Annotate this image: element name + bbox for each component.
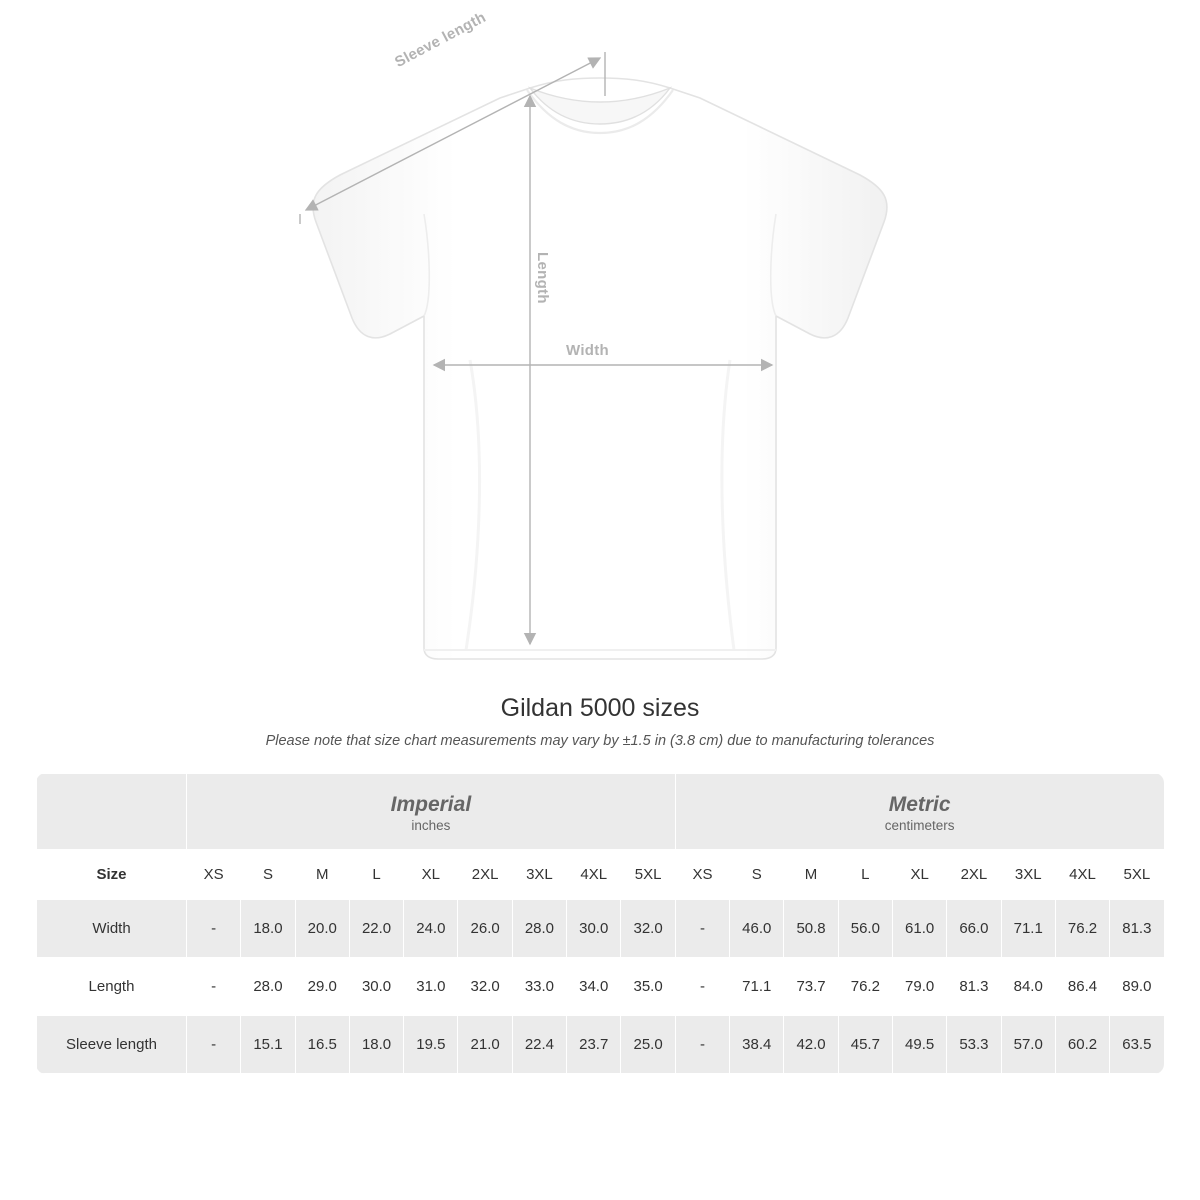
unit-group-imperial-name: Imperial (390, 793, 472, 816)
size-header-cell: L (838, 850, 892, 900)
title-block (0, 694, 1200, 749)
cell: 20.0 (295, 900, 349, 958)
cell: - (675, 958, 729, 1016)
size-header-cell: 5XL (1110, 850, 1164, 900)
cell: 22.0 (349, 900, 403, 958)
row-label-length: Length (37, 958, 187, 1016)
cell: 15.1 (241, 1016, 295, 1074)
size-header-cell: XL (892, 850, 946, 900)
size-header-cell: 4XL (567, 850, 621, 900)
table-row (37, 900, 1165, 958)
cell: 38.4 (730, 1016, 784, 1074)
cell: 22.4 (512, 1016, 566, 1074)
cell: - (675, 900, 729, 958)
cell: 61.0 (892, 900, 946, 958)
cell: - (675, 1016, 729, 1074)
cell: 45.7 (838, 1016, 892, 1074)
size-header-cell: S (241, 850, 295, 900)
cell: 71.1 (730, 958, 784, 1016)
size-header-cell: S (730, 850, 784, 900)
size-header-cell: XS (187, 850, 241, 900)
cell: 53.3 (947, 1016, 1001, 1074)
cell: 50.8 (784, 900, 838, 958)
cell: 18.0 (241, 900, 295, 958)
cell: 21.0 (458, 1016, 512, 1074)
sleeve-length-label: Sleeve length (392, 8, 489, 72)
page-title: Gildan 5000 sizes (500, 694, 700, 722)
size-header-cell: 5XL (621, 850, 675, 900)
size-header-cell: 2XL (458, 850, 512, 900)
size-table (36, 773, 1164, 1074)
cell: 66.0 (947, 900, 1001, 958)
table-row (37, 958, 1165, 1016)
tshirt-shape (313, 78, 887, 659)
cell: 25.0 (621, 1016, 675, 1074)
tolerance-note: Please note that size chart measurements may vary by ±1.5 in (3.8 cm) due to manufacturing tolerances (265, 733, 935, 749)
cell: 35.0 (621, 958, 675, 1016)
unit-group-imperial (187, 774, 676, 850)
cell: 28.0 (512, 900, 566, 958)
size-header-cell: M (784, 850, 838, 900)
size-header-cell: 3XL (1001, 850, 1055, 900)
cell: 76.2 (1055, 900, 1109, 958)
cell: - (187, 1016, 241, 1074)
unit-group-imperial-sub: inches (411, 818, 451, 834)
cell: 60.2 (1055, 1016, 1109, 1074)
size-header-label: Size (37, 850, 187, 900)
size-header-cell: 3XL (512, 850, 566, 900)
size-header-cell: XL (404, 850, 458, 900)
cell: - (187, 958, 241, 1016)
unit-group-metric (675, 774, 1164, 850)
cell: 86.4 (1055, 958, 1109, 1016)
cell: 30.0 (349, 958, 403, 1016)
cell: 46.0 (730, 900, 784, 958)
cell: 49.5 (892, 1016, 946, 1074)
cell: 18.0 (349, 1016, 403, 1074)
row-label-sleeve-length: Sleeve length (37, 1016, 187, 1074)
cell: 89.0 (1110, 958, 1164, 1016)
cell: 31.0 (404, 958, 458, 1016)
cell: 32.0 (621, 900, 675, 958)
cell: 73.7 (784, 958, 838, 1016)
cell: 29.0 (295, 958, 349, 1016)
cell: 28.0 (241, 958, 295, 1016)
unit-group-metric-name: Metric (888, 793, 951, 816)
unit-group-metric-sub: centimeters (884, 818, 955, 834)
cell: - (187, 900, 241, 958)
cell: 26.0 (458, 900, 512, 958)
cell: 24.0 (404, 900, 458, 958)
cell: 63.5 (1110, 1016, 1164, 1074)
size-header-cell: 2XL (947, 850, 1001, 900)
length-label: Length (534, 252, 551, 304)
row-label-width: Width (37, 900, 187, 958)
width-label: Width (566, 342, 610, 359)
cell: 23.7 (567, 1016, 621, 1074)
cell: 34.0 (567, 958, 621, 1016)
table-corner-cell (37, 774, 187, 850)
cell: 56.0 (838, 900, 892, 958)
size-table-wrapper (36, 773, 1164, 1074)
cell: 79.0 (892, 958, 946, 1016)
cell: 32.0 (458, 958, 512, 1016)
cell: 57.0 (1001, 1016, 1055, 1074)
cell: 81.3 (1110, 900, 1164, 958)
cell: 19.5 (404, 1016, 458, 1074)
size-header-cell: L (349, 850, 403, 900)
table-row (37, 1016, 1165, 1074)
size-header-cell: XS (675, 850, 729, 900)
cell: 71.1 (1001, 900, 1055, 958)
unit-header-row (37, 774, 1165, 850)
size-header-cell: M (295, 850, 349, 900)
size-header-cell: 4XL (1055, 850, 1109, 900)
cell: 30.0 (567, 900, 621, 958)
cell: 16.5 (295, 1016, 349, 1074)
size-header-row (37, 850, 1165, 900)
cell: 81.3 (947, 958, 1001, 1016)
cell: 33.0 (512, 958, 566, 1016)
cell: 42.0 (784, 1016, 838, 1074)
cell: 76.2 (838, 958, 892, 1016)
cell: 84.0 (1001, 958, 1055, 1016)
